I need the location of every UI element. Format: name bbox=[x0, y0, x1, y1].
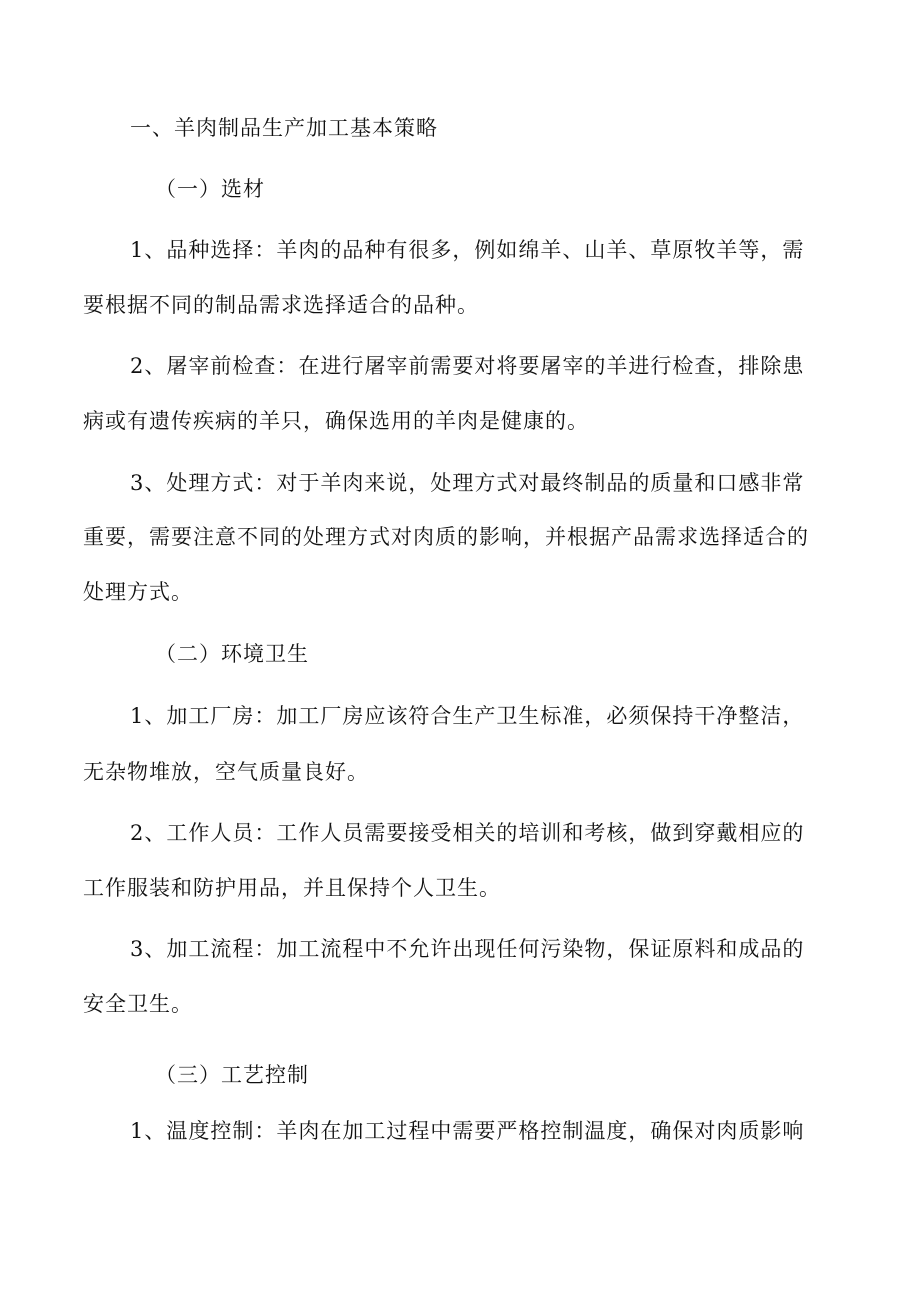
paragraph-line: 安全卫生。 bbox=[83, 992, 193, 1016]
paragraph-line: 3、加工流程：加工流程中不允许出现任何污染物，保证原料和成品的 bbox=[130, 937, 805, 961]
paragraph-line: 无杂物堆放，空气质量良好。 bbox=[83, 760, 369, 784]
paragraph-line: 重要，需要注意不同的处理方式对肉质的影响，并根据产品需求选择适合的 bbox=[83, 525, 809, 549]
main-heading: 一、羊肉制品生产加工基本策略 bbox=[130, 116, 438, 140]
paragraph-line: 病或有遗传疾病的羊只，确保选用的羊肉是健康的。 bbox=[83, 409, 589, 433]
paragraph-line: 处理方式。 bbox=[83, 580, 193, 604]
section-title: （一）选材 bbox=[155, 177, 265, 201]
section-title: （三）工艺控制 bbox=[155, 1063, 309, 1087]
section-title: （二）环境卫生 bbox=[155, 642, 309, 666]
paragraph-line: 1、品种选择：羊肉的品种有很多，例如绵羊、山羊、草原牧羊等，需 bbox=[130, 238, 805, 262]
paragraph-line: 1、温度控制：羊肉在加工过程中需要严格控制温度，确保对肉质影响 bbox=[130, 1119, 805, 1143]
paragraph-line: 2、工作人员：工作人员需要接受相关的培训和考核，做到穿戴相应的 bbox=[130, 821, 805, 845]
paragraph-line: 要根据不同的制品需求选择适合的品种。 bbox=[83, 293, 479, 317]
paragraph-line: 2、屠宰前检查：在进行屠宰前需要对将要屠宰的羊进行检查，排除患 bbox=[130, 354, 805, 378]
paragraph-line: 工作服装和防护用品，并且保持个人卫生。 bbox=[83, 876, 501, 900]
paragraph-line: 1、加工厂房：加工厂房应该符合生产卫生标准，必须保持干净整洁， bbox=[130, 704, 805, 728]
paragraph-line: 3、处理方式：对于羊肉来说，处理方式对最终制品的质量和口感非常 bbox=[130, 471, 805, 495]
